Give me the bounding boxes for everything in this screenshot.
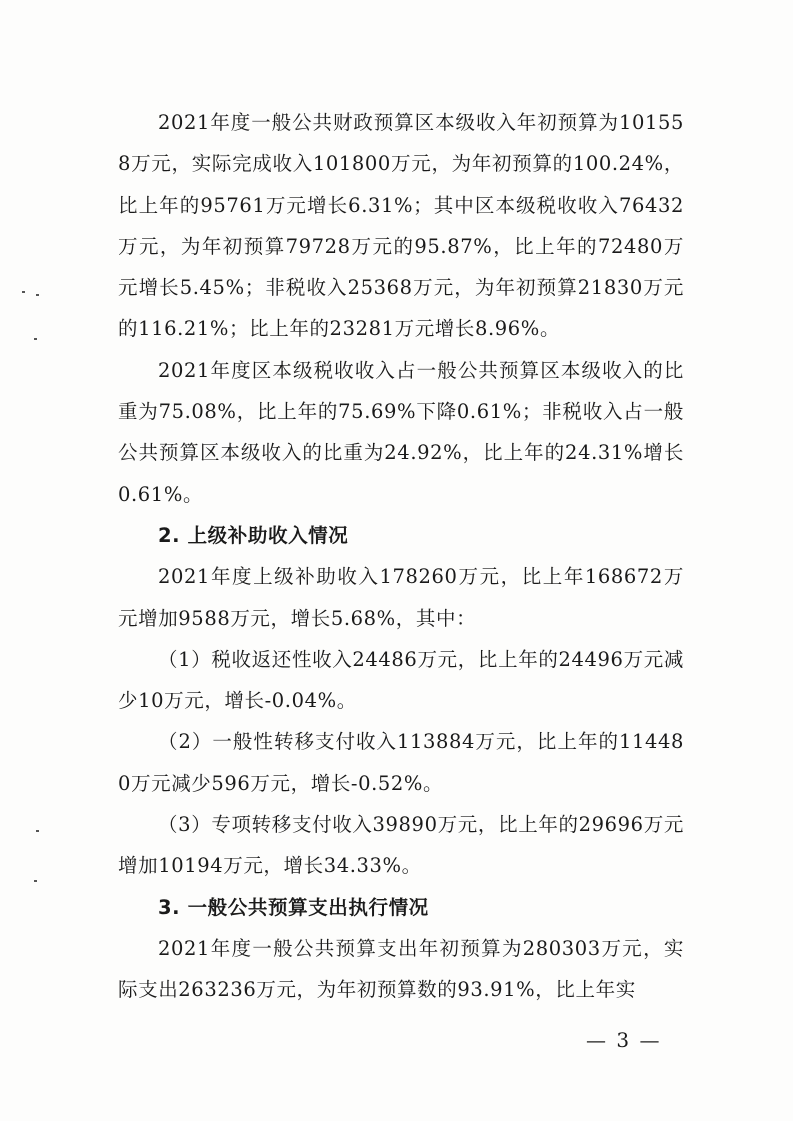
paragraph-subsidy-summary: 2021年度上级补助收入178260万元，比上年168672万元增加9588万元，增长5.68%，其中： — [118, 565, 684, 630]
paragraph-revenue-summary: 2021年度一般公共财政预算区本级收入年初预算为101558万元，实际完成收入101800万元，为年初预算的100.24%，比上年的95761万元增长6.31%；其中区本级税收收入76432万元，为年初预算79728万元的95.87%，比上年的72480万元增长5.45%；非税收入25368万元，为年初预算21830万元的116.21%；比上年的23281万元增长8.96%。 — [118, 111, 684, 341]
scan-mark — [22, 291, 25, 293]
document-body — [118, 102, 684, 1011]
paragraph-tax-rebate: （1）税收返还性收入24486万元，比上年的24496万元减少10万元，增长-0.04%。 — [118, 647, 684, 713]
section-heading-subsidy: 2. 上级补助收入情况 — [158, 523, 349, 547]
paragraph-tax-ratio: 2021年度区本级税收收入占一般公共预算区本级收入的比重为75.08%，比上年的75.69%下降0.61%；非税收入占一般公共预算区本级收入的比重为24.92%，比上年的24.31%增长0.61%。 — [118, 358, 684, 506]
section-heading-expenditure: 3. 一般公共预算支出执行情况 — [158, 895, 429, 919]
page-number: — 3 — — [586, 1028, 662, 1052]
scan-mark — [34, 338, 37, 340]
scan-mark — [34, 880, 37, 882]
paragraph-general-transfer: （2）一般性转移支付收入113884万元，比上年的114480万元减少596万元，增长-0.52%。 — [118, 730, 684, 795]
scan-mark — [36, 830, 39, 832]
paragraph-special-transfer: （3）专项转移支付收入39890万元，比上年的29696万元增加10194万元，增长34.33%。 — [118, 813, 684, 878]
scan-mark — [36, 294, 39, 296]
paragraph-expenditure-summary: 2021年度一般公共预算支出年初预算为280303万元，实际支出263236万元，为年初预算数的93.91%，比上年实 — [118, 936, 684, 1002]
